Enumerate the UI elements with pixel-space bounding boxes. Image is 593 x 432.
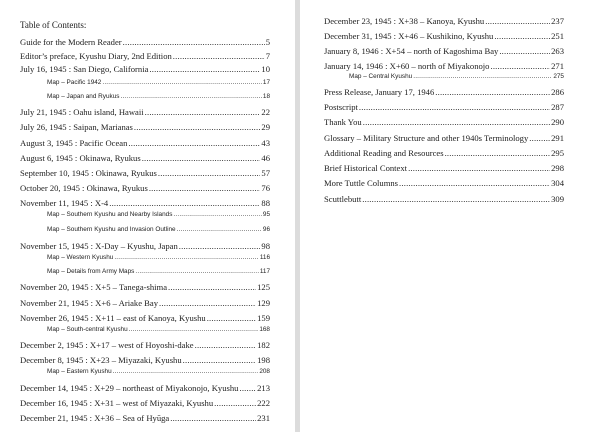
toc-entry xyxy=(324,194,564,205)
dot-leader xyxy=(113,367,259,376)
toc-entry-title: Press Release, January 17, 1946 xyxy=(324,87,435,97)
toc-map-entry xyxy=(47,267,270,276)
toc-page-number: 263 xyxy=(551,46,564,56)
toc-map-entry xyxy=(47,210,270,219)
dot-leader xyxy=(363,117,550,128)
toc-entry-title: August 6, 1945 : Okinawa, Ryukus xyxy=(20,153,141,163)
toc-page-number: 117 xyxy=(259,268,270,275)
dot-leader xyxy=(177,225,262,234)
toc-heading: Table of Contents: xyxy=(20,20,87,30)
toc-entry-title: Glossary – Military Structure and other 1940s Terminology xyxy=(324,133,529,143)
toc-map-entry xyxy=(47,78,270,87)
toc-page-number: 46 xyxy=(261,153,270,163)
dot-leader xyxy=(499,46,550,57)
toc-page-number: 116 xyxy=(259,254,270,261)
toc-entry-title: Thank You xyxy=(324,117,362,127)
toc-entry xyxy=(324,117,564,128)
toc-entry-title: Map – Western Kyushu xyxy=(47,254,114,261)
toc-page-number: 304 xyxy=(551,178,564,188)
toc-page-number: 271 xyxy=(551,61,564,71)
toc-entry xyxy=(20,183,270,194)
toc-page-number: 231 xyxy=(257,413,270,423)
toc-entry-title: December 23, 1945 : X+38 – Kanoya, Kyushu xyxy=(324,16,485,26)
toc-page-number: 43 xyxy=(261,138,270,148)
toc-entry-title: July 26, 1945 : Saipan, Marianas xyxy=(20,122,133,132)
toc-entry-title: Additional Reading and Resources xyxy=(324,148,444,158)
toc-entry-title: September 10, 1945 : Okinawa, Ryukus xyxy=(20,168,157,178)
toc-page-number: 18 xyxy=(262,93,270,100)
toc-entry xyxy=(20,355,270,366)
dot-leader xyxy=(490,61,550,72)
dot-leader xyxy=(207,313,256,324)
toc-entry xyxy=(20,340,270,351)
toc-entry-title: December 2, 1945 : X+17 – west of Hoyoshi-dake xyxy=(20,340,194,350)
dot-leader xyxy=(399,178,550,189)
toc-entry-title: November 11, 1945 : X-4 xyxy=(20,198,109,208)
toc-entry xyxy=(20,51,270,62)
dot-leader xyxy=(149,183,261,194)
toc-entry-title: December 8, 1945 : X+23 – Miyazaki, Kyushu xyxy=(20,355,182,365)
toc-entry-title: December 31, 1945 : X+46 – Kushikino, Kyushu xyxy=(324,31,494,41)
toc-entry xyxy=(20,313,270,324)
dot-leader xyxy=(128,138,260,149)
toc-entry-title: January 8, 1946 : X+54 – north of Kagoshima Bay xyxy=(324,46,499,56)
toc-entry xyxy=(324,133,564,144)
dot-leader xyxy=(134,122,261,133)
dot-leader xyxy=(435,87,550,98)
toc-entry xyxy=(324,102,564,113)
toc-page-number: 22 xyxy=(261,107,270,117)
toc-entry xyxy=(20,398,270,409)
toc-entry-title: July 16, 1945 : San Diego, California xyxy=(20,64,149,74)
dot-leader xyxy=(149,64,260,75)
toc-page-number: 295 xyxy=(551,148,564,158)
dot-leader xyxy=(408,163,550,174)
toc-page-number: 237 xyxy=(551,16,564,26)
toc-entry-title: December 16, 1945 : X+31 – west of Miyazaki, Kyushu xyxy=(20,398,214,408)
dot-leader xyxy=(109,198,260,209)
toc-page-number: 10 xyxy=(261,64,270,74)
dot-leader xyxy=(114,253,259,262)
toc-right-page xyxy=(300,0,593,432)
toc-entry-title: December 14, 1945 : X+29 – northeast of Miyakonojo, Kyushu xyxy=(20,383,239,393)
toc-page-number: 208 xyxy=(259,368,270,375)
toc-page-number: 159 xyxy=(257,313,270,323)
toc-page-number: 291 xyxy=(551,133,564,143)
dot-leader xyxy=(145,107,261,118)
toc-entry-title: Map – Southern Kyushu and Nearby Islands xyxy=(47,211,173,218)
dot-leader xyxy=(142,153,261,164)
toc-entry-title: Editor’s preface, Kyushu Diary, 2nd Edition xyxy=(20,51,172,61)
toc-page-number: 95 xyxy=(262,211,270,218)
toc-page-number: 222 xyxy=(257,398,270,408)
toc-page-number: 96 xyxy=(262,226,270,233)
toc-page-number: 287 xyxy=(551,102,564,112)
toc-entry-title: November 26, 1945 : X+11 – east of Kanoya, Kyushu xyxy=(20,313,206,323)
toc-entry xyxy=(20,413,270,424)
toc-page-number: 17 xyxy=(262,79,270,86)
toc-page-number: 213 xyxy=(257,383,270,393)
toc-entry-title: Scuttlebutt xyxy=(324,194,362,204)
toc-entry xyxy=(20,107,270,118)
toc-page-number: 251 xyxy=(551,31,564,41)
toc-map-entry xyxy=(47,253,270,262)
toc-map-entry xyxy=(47,92,270,101)
dot-leader xyxy=(195,340,257,351)
toc-entry-title: Map – Pacific 1942 xyxy=(47,79,102,86)
toc-entry-title: November 20, 1945 : X+5 – Tanega-shima xyxy=(20,282,168,292)
toc-entry xyxy=(20,241,270,252)
toc-entry xyxy=(20,282,270,293)
toc-entry-title: November 15, 1945 : X-Day – Kyushu, Japan xyxy=(20,241,178,251)
toc-entry-title: July 21, 1945 : Oahu island, Hawaii xyxy=(20,107,144,117)
dot-leader xyxy=(485,16,550,27)
toc-page-number: 88 xyxy=(261,198,270,208)
toc-entry xyxy=(324,46,564,57)
toc-page-number: 298 xyxy=(551,163,564,173)
dot-leader xyxy=(135,267,258,276)
toc-page-number: 182 xyxy=(257,340,270,350)
toc-entry xyxy=(20,138,270,149)
toc-entry-title: Guide for the Modern Reader xyxy=(20,37,122,47)
toc-page-number: 129 xyxy=(257,298,270,308)
dot-leader xyxy=(170,413,256,424)
toc-entry xyxy=(324,16,564,27)
toc-page-number: 57 xyxy=(261,168,270,178)
dot-leader xyxy=(183,355,256,366)
toc-page-number: 29 xyxy=(261,122,270,132)
dot-leader xyxy=(494,31,550,42)
toc-entry-title: Map – Southern Kyushu and Invasion Outline xyxy=(47,226,176,233)
toc-entry xyxy=(20,64,270,75)
dot-leader xyxy=(120,92,261,101)
toc-entry-title: More Tuttle Columns xyxy=(324,178,399,188)
dot-leader xyxy=(102,78,262,87)
toc-entry-title: January 14, 1946 : X+60 – north of Miyakonojo xyxy=(324,61,490,71)
toc-entry-title: Brief Historical Context xyxy=(324,163,408,173)
dot-leader xyxy=(159,298,256,309)
toc-page-number: 7 xyxy=(265,51,270,61)
toc-entry xyxy=(20,37,270,48)
dot-leader xyxy=(179,241,261,252)
toc-page-number: 290 xyxy=(551,117,564,127)
toc-entry-title: Map – Details from Army Maps xyxy=(47,268,135,275)
toc-entry xyxy=(20,168,270,179)
dot-leader xyxy=(173,210,261,219)
toc-entry-title: Map – Eastern Kyushu xyxy=(47,368,112,375)
toc-entry-title: Map – Central Kyushu xyxy=(349,73,413,80)
toc-page-number: 125 xyxy=(257,282,270,292)
toc-entry xyxy=(324,31,564,42)
dot-leader xyxy=(129,325,259,334)
toc-map-entry xyxy=(47,367,270,376)
toc-entry xyxy=(20,198,270,209)
dot-leader xyxy=(529,133,550,144)
toc-page-number: 76 xyxy=(261,183,270,193)
toc-entry xyxy=(20,122,270,133)
toc-entry-title: October 20, 1945 : Okinawa, Ryukus xyxy=(20,183,148,193)
toc-entry xyxy=(324,87,564,98)
toc-entry xyxy=(324,178,564,189)
toc-entry xyxy=(20,298,270,309)
toc-page-number: 98 xyxy=(261,241,270,251)
toc-entry-title: December 21, 1945 : X+36 – Sea of Hyūga xyxy=(20,413,170,423)
dot-leader xyxy=(413,72,552,81)
toc-entry-title: Postscript xyxy=(324,102,358,112)
toc-page-number: 275 xyxy=(553,73,564,80)
toc-entry xyxy=(324,148,564,159)
toc-entry-title: August 3, 1945 : Pacific Ocean xyxy=(20,138,128,148)
dot-leader xyxy=(214,398,256,409)
toc-entry-title: November 21, 1945 : X+6 – Ariake Bay xyxy=(20,298,159,308)
dot-leader xyxy=(158,168,261,179)
dot-leader xyxy=(123,37,265,48)
toc-entry xyxy=(324,163,564,174)
toc-left-page xyxy=(0,0,295,432)
toc-entry xyxy=(324,61,564,72)
toc-map-entry xyxy=(47,325,270,334)
toc-entry-title: Map – Japan and Ryukus xyxy=(47,93,120,100)
toc-page-number: 198 xyxy=(257,355,270,365)
toc-page-number: 309 xyxy=(551,194,564,204)
dot-leader xyxy=(173,51,265,62)
dot-leader xyxy=(239,383,256,394)
toc-page-number: 5 xyxy=(265,37,270,47)
dot-leader xyxy=(359,102,550,113)
toc-entry xyxy=(20,153,270,164)
toc-map-entry xyxy=(349,72,564,81)
toc-map-entry xyxy=(47,225,270,234)
dot-leader xyxy=(362,194,550,205)
dot-leader xyxy=(168,282,256,293)
toc-entry-title: Map – South-central Kyushu xyxy=(47,326,128,333)
toc-entry xyxy=(20,383,270,394)
toc-page-number: 168 xyxy=(259,326,270,333)
dot-leader xyxy=(445,148,551,159)
toc-page-number: 286 xyxy=(551,87,564,97)
